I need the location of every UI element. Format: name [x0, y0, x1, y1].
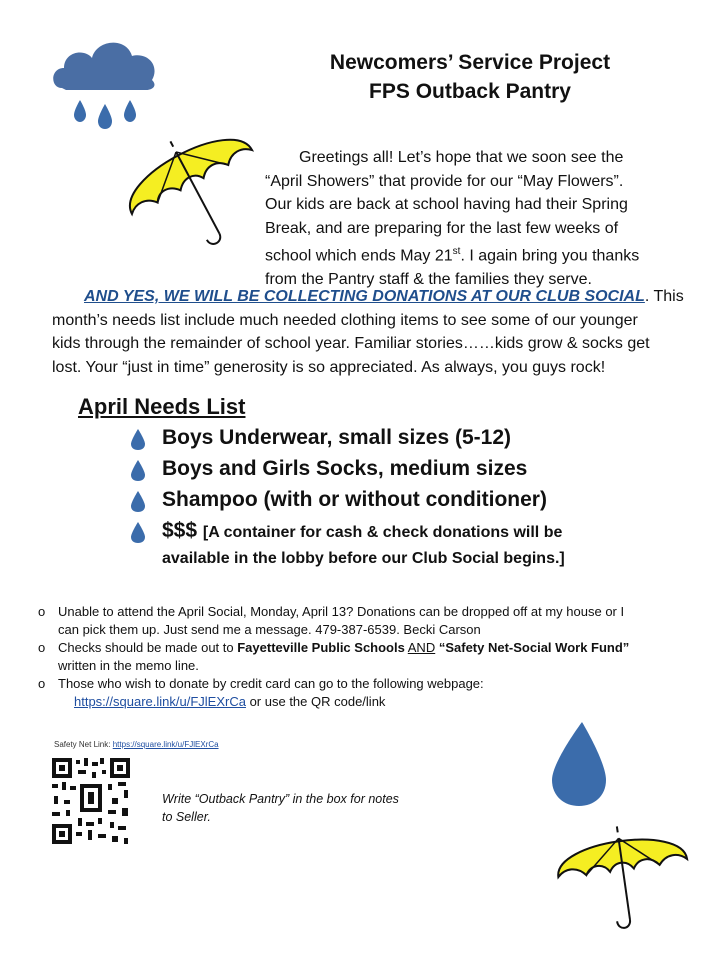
money-line-1: [A container for cash & check donations will be: [202, 524, 563, 541]
seller-note: [162, 790, 399, 826]
need-item-label: Shampoo (with or without conditioner): [162, 488, 547, 511]
intro-line-tail: . I again bring you thanks: [460, 247, 640, 265]
need-item-label: Boys and Girls Socks, medium sizes: [162, 457, 528, 480]
donations-line: month’s needs list include much needed clothing items to see some of our younger: [52, 311, 638, 329]
intro-line: “April Showers” that provide for our “May Flowers”.: [265, 172, 624, 190]
bullet-item: [38, 603, 718, 639]
payee-name: Fayetteville Public Schools: [237, 640, 405, 655]
need-item: [130, 488, 547, 512]
intro-line-text: school which ends May 21: [265, 247, 453, 265]
bullet-text: can pick them up. Just send me a message. 479-387-6539. Becki Carson: [58, 622, 481, 637]
donations-tail: . This: [644, 288, 684, 305]
bullet-item: [38, 675, 718, 711]
intro-line: Break, and are preparing for the last few weeks of: [265, 219, 619, 237]
umbrella-icon: [112, 112, 272, 252]
donations-paragraph: [52, 285, 712, 379]
need-item: [130, 457, 527, 481]
superscript: st: [452, 246, 461, 257]
money-label: $$$: [162, 519, 198, 542]
bullet-item: [38, 639, 718, 675]
bullet-text: or use the QR code/link: [245, 694, 386, 709]
need-item-label: Boys Underwear, small sizes (5-12): [162, 426, 511, 449]
qr-label: Safety Net Link:: [54, 740, 111, 749]
title-line-2: FPS Outback Pantry: [369, 80, 571, 103]
drop-bullet-icon: [130, 490, 146, 512]
note-line: to Seller.: [162, 810, 211, 824]
qr-code: [52, 758, 130, 844]
bullet-text: written in the memo line.: [58, 658, 199, 673]
qr-link-caption: [54, 740, 219, 749]
info-bullets: [38, 603, 718, 711]
intro-line: from the Pantry staff & the families they serve.: [265, 270, 592, 288]
page-title: [230, 48, 710, 106]
need-item-money: [130, 519, 565, 572]
donations-line: [52, 285, 712, 309]
bullet-text: Checks should be made out to: [58, 640, 238, 655]
bullet-circle-icon: o: [38, 640, 46, 655]
bullet-circle-icon: o: [38, 604, 46, 619]
fund-name: “Safety Net-Social Work Fund”: [438, 640, 630, 655]
bullet-text: Unable to attend the April Social, Monday, April 13? Donations can be dropped off at my house or I: [58, 604, 625, 619]
and-underlined: AND: [407, 640, 436, 655]
bullet-text: Those who wish to donate by credit card can go to the following webpage:: [58, 676, 484, 691]
intro-paragraph: [265, 146, 705, 291]
raindrop-icon: [548, 718, 610, 808]
drop-bullet-icon: [130, 459, 146, 481]
drop-bullet-icon: [130, 428, 146, 450]
umbrella-icon: [548, 810, 698, 930]
donations-line: kids through the remainder of school year. Familiar stories……kids grow & socks get: [52, 335, 650, 352]
qr-link[interactable]: https://square.link/u/FJlEXrCa: [112, 740, 219, 749]
intro-line: [265, 240, 705, 268]
intro-line: Our kids are back at school having had their Spring: [265, 196, 628, 213]
title-line-1: Newcomers’ Service Project: [329, 51, 611, 74]
donations-emphasis: AND YES, WE WILL BE COLLECTING DONATIONS AT OUR CLUB SOCIAL: [84, 288, 645, 305]
donations-line: lost. Your “just in time” generosity is so appreciated. As always, you guys rock!: [52, 358, 606, 376]
note-line: Write “Outback Pantry” in the box for notes: [162, 792, 399, 806]
needs-heading: April Needs List: [78, 394, 246, 419]
square-payment-link[interactable]: https://square.link/u/FJlEXrCa: [74, 694, 246, 709]
bullet-circle-icon: o: [38, 676, 46, 691]
drop-bullet-icon: [130, 521, 146, 543]
intro-line: Greetings all! Let’s hope that we soon see the: [299, 149, 624, 166]
money-line-2: available in the lobby before our Club Social begins.]: [162, 550, 565, 567]
need-item: [130, 426, 511, 450]
